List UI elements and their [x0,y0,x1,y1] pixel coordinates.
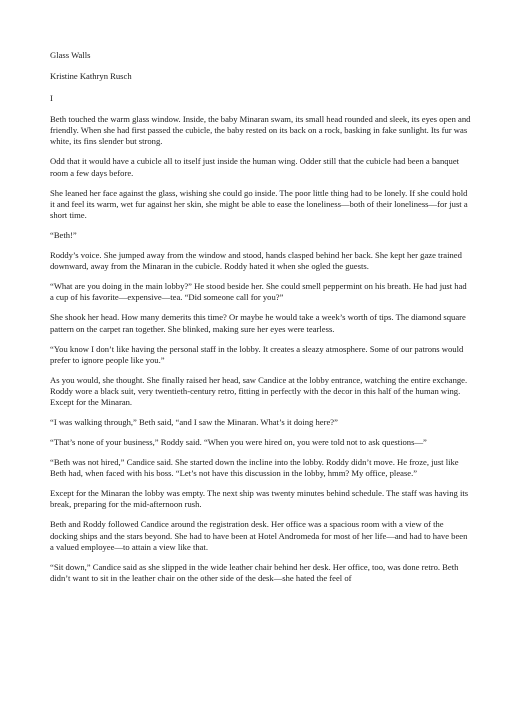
paragraph-6: “What are you doing in the main lobby?” He stood beside her. She could smell peppermint on his breath. He had just had a cup of his favorite—expensive—tea. “Did someone call for you?” [50,281,467,303]
paragraph-9: As you would, she thought. She finally raised her head, saw Candice at the lobby entrance, watching the entire exchange. Roddy wore a black suit, very twentieth-century retro, fitting in perfectly with the decor in this half of the human wing. Except for the Minaran. [50,374,468,408]
paragraph-14: Beth and Roddy followed Candice around the registration desk. Her office was a spacious room with a view of the docking ships and the stars beyond. She had to have been at Hotel Andromeda for most of her life—and had to have been a valued employee—to attain a view like that. [50,519,468,552]
paragraph-11: “That’s none of your business,” Roddy said. “When you were hired on, you were told not to ask questions—” [50,437,427,448]
paragraph-7: She shook her head. How many demerits this time? Or maybe he would take a week’s worth of tips. The diamond square pattern on the carpet ran together. She blinked, making sure her eyes were tearless. [50,312,466,334]
paragraph-2: Odd that it would have a cubicle all to itself just inside the human wing. Odder still that the cubicle had been a banquet room a few days before. [50,156,460,178]
paragraph-13: Except for the Minaran the lobby was empty. The next ship was twenty minutes behind schedule. The staff was having its break, preparing for the mid-afternoon rush. [50,488,469,510]
paragraph-3: She leaned her face against the glass, wishing she could go inside. The poor little thing had to be lonely. If she could hold it and feel its warm, wet fur against her skin, she might be able to ease the loneliness—both of their loneliness—for just a short time. [50,187,468,221]
document-title: Glass Walls [50,50,91,60]
paragraph-10: “I was walking through,” Beth said, “and I saw the Minaran. What’s it doing here?” [50,417,338,428]
chapter-number: I [50,92,53,103]
document-body [50,114,472,585]
paragraph-12: “Beth was not hired,” Candice said. She started down the incline into the lobby. Roddy didn’t move. He froze, just like Beth had, when faced with his boss. “Let’s not have this discussion in the lobby, hmm? My office, please.” [50,456,459,479]
paragraph-8: “You know I don’t like having the personal staff in the lobby. It creates a sleazy atmosphere. Some of our patrons would prefer to ignore people like you.” [50,343,464,365]
document-author: Kristine Kathryn Rusch [50,71,132,82]
paragraph-1: Beth touched the warm glass window. Inside, the baby Minaran swam, its small head rounded and sleek, its eyes open and friendly. When she had first passed the cubicle, the baby rested on its back on a rock, basking in fake sunlight. Its fur was white, its fins slender but strong. [50,113,471,147]
paragraph-4: “Beth!” [50,230,77,241]
paragraph-15: “Sit down,” Candice said as she slipped in the wide leather chair behind her desk. Her office, too, was done retro. Beth didn’t want to sit in the leather chair on the other side of the desk—she hated the feel of [50,561,459,584]
paragraph-5: Roddy’s voice. She jumped away from the window and stood, hands clasped behind her back. She kept her gaze trained downward, away from the Minaran in the cubicle. Roddy hated it when she ogled the guests. [50,249,462,272]
